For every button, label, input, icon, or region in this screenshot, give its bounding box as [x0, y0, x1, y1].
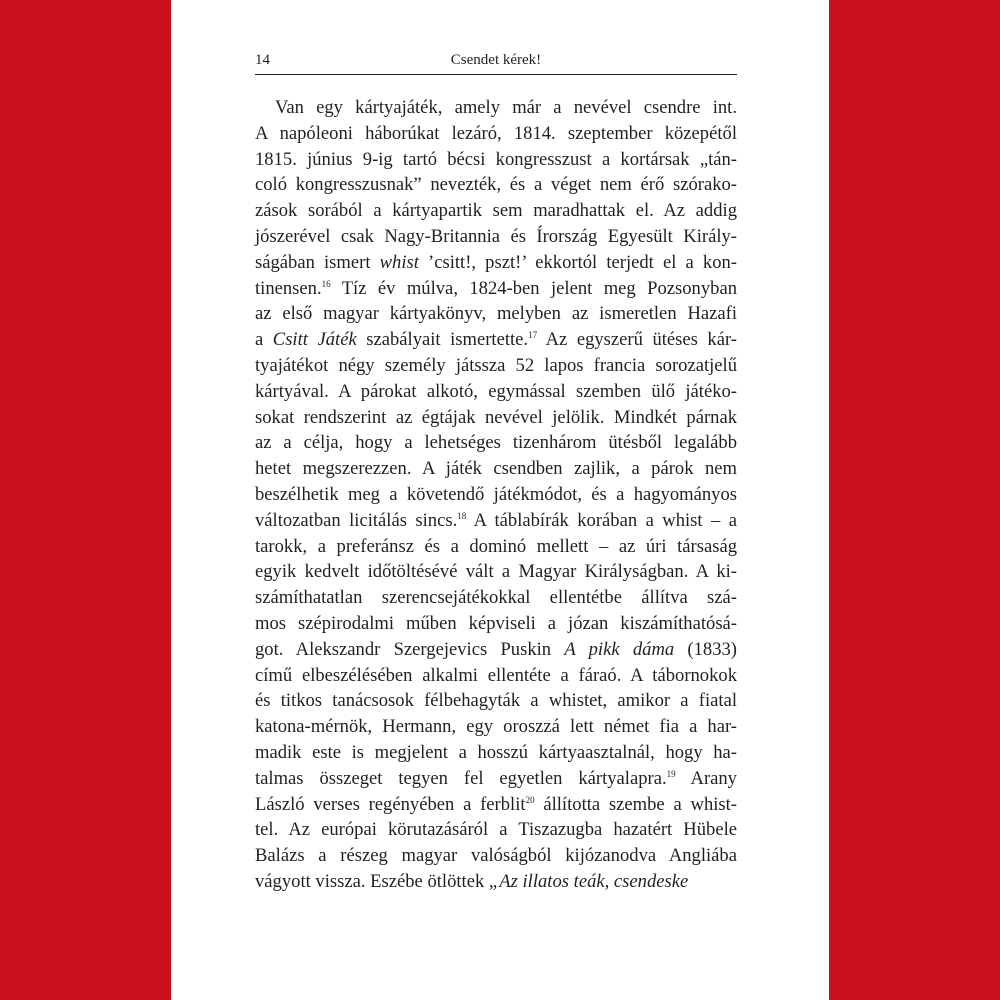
text-line	[255, 198, 737, 224]
text-line	[255, 224, 737, 250]
text-segment: az a célja, hogy a lehetséges tizenhárom ütésből legalább	[255, 432, 737, 454]
text-line	[255, 327, 737, 353]
text-line	[255, 405, 737, 431]
text-segment: got. Alekszandr Szergejevics Puskin	[255, 638, 565, 660]
text-segment: jószerével csak Nagy-Britannia és Írország Egyesült Király-	[255, 225, 737, 247]
text-line	[255, 611, 737, 637]
text-segment: Arany	[675, 767, 737, 789]
text-line	[255, 353, 737, 379]
text-line	[255, 637, 737, 663]
text-segment: ’csitt!, pszt!’ ekkortól terjedt el a kon-	[418, 251, 737, 273]
text-segment: Az egyszerű ütéses kár-	[537, 329, 737, 351]
italic-text: Csitt Játék	[272, 329, 357, 351]
footnote-ref: 18	[457, 510, 467, 521]
text-segment: coló kongresszusnak” nevezték, és a véget nem érő szórako-	[255, 174, 737, 196]
text-segment: A napóleoni háborúkat lezáró, 1814. szeptember közepétől	[255, 122, 737, 144]
text-line	[255, 869, 737, 895]
text-line	[255, 663, 737, 689]
text-line	[255, 766, 737, 792]
text-segment: László verses regényében a ferblit	[255, 793, 526, 815]
italic-text: „Az illatos teák, csendeske	[488, 870, 689, 892]
text-segment: Van egy kártyajáték, amely már a nevével csendre int.	[275, 97, 737, 118]
text-line	[255, 276, 737, 302]
text-segment: talmas összeget tegyen fel egyetlen kártyalapra.	[255, 767, 667, 789]
text-segment: tinensen.	[255, 277, 322, 299]
text-line	[255, 482, 737, 508]
text-segment: szabályait ismertette.	[356, 329, 529, 351]
text-segment: változatban licitálás sincs.	[255, 509, 458, 531]
text-line	[255, 585, 737, 611]
text-segment: és titkos tanácsosok félbehagyták a whistet, amikor a fiatal	[255, 690, 737, 712]
page-header	[255, 49, 737, 71]
text-line	[255, 843, 737, 869]
running-title: Csendet kérek!	[450, 52, 542, 68]
text-segment: beszélhetik meg a követendő játékmódot, és a hagyományos	[255, 483, 737, 505]
text-line	[255, 95, 737, 121]
text-line	[255, 792, 737, 818]
text-line	[255, 559, 737, 585]
text-segment: egyik kedvelt időtöltésévé vált a Magyar Királyságban. A ki-	[255, 561, 737, 583]
text-line	[255, 688, 737, 714]
text-segment: tarokk, a preferánsz és a dominó mellett – az úri társaság	[255, 535, 737, 557]
text-line	[255, 740, 737, 766]
text-segment: az első magyar kártyakönyv, melyben az ismeretlen Hazafi	[255, 303, 737, 325]
text-segment: Balázs a részeg magyar valóságból kijózanodva Angliába	[255, 845, 737, 867]
italic-text: A pikk dáma	[564, 638, 675, 660]
text-line	[255, 430, 737, 456]
text-line	[255, 172, 737, 198]
text-segment: tel. Az európai körutazásáról a Tiszazugba hazatért Hübele	[255, 819, 737, 841]
italic-text: whist	[379, 251, 419, 273]
text-line	[255, 121, 737, 147]
book-page	[171, 0, 829, 1000]
header-rule	[255, 74, 737, 75]
text-line	[255, 250, 737, 276]
text-segment: katona-mérnök, Hermann, egy oroszzá lett német fia a har-	[255, 716, 737, 738]
text-segment: (1833)	[674, 638, 737, 660]
footnote-ref: 20	[525, 794, 535, 805]
text-segment: kártyával. A párokat alkotó, egymással szemben ülő játéko-	[255, 380, 737, 402]
footnote-ref: 16	[321, 278, 331, 289]
text-line	[255, 508, 737, 534]
text-line	[255, 456, 737, 482]
footnote-ref: 19	[666, 768, 676, 779]
text-line	[255, 714, 737, 740]
text-segment: madik este is megjelent a hosszú kártyaasztalnál, hogy ha-	[255, 741, 737, 763]
text-segment: hetet megszerezzen. A játék csendben zajlik, a párok nem	[255, 458, 737, 480]
text-line	[255, 534, 737, 560]
text-segment: zások sorából a kártyapartik sem maradhattak el. Az addig	[255, 200, 737, 222]
text-segment: mos szépirodalmi műben képviseli a józan kiszámíthatósá-	[255, 612, 737, 634]
text-segment: tyajátékot négy személy játssza 52 lapos francia sorozatjelű	[255, 354, 737, 376]
text-segment: számíthatatlan szerencsejátékokkal ellentétbe állítva szá-	[255, 587, 737, 609]
text-line	[255, 301, 737, 327]
body-text	[255, 95, 737, 895]
footnote-ref: 17	[528, 330, 538, 341]
text-segment: vágyott vissza. Eszébe ötlöttek	[255, 870, 489, 892]
text-segment: 1815. június 9-ig tartó bécsi kongresszust a kortársak „tán-	[255, 148, 737, 170]
text-line	[255, 147, 737, 173]
text-segment: Tíz év múlva, 1824-ben jelent meg Pozsonyban	[330, 277, 737, 299]
text-segment: A táblabírák korában a whist – a	[466, 509, 737, 531]
text-line	[255, 817, 737, 843]
text-segment: sokat rendszerint az égtájak nevével jelölik. Mindkét párnak	[255, 406, 737, 428]
text-segment: című elbeszélésében alkalmi ellentéte a fáraó. A tábornokok	[255, 664, 737, 686]
page-number: 14	[255, 52, 270, 68]
text-line	[255, 379, 737, 405]
text-segment: állította szembe a whist-	[534, 793, 738, 815]
text-segment: ságában ismert	[255, 251, 380, 273]
text-segment: a	[255, 329, 273, 351]
